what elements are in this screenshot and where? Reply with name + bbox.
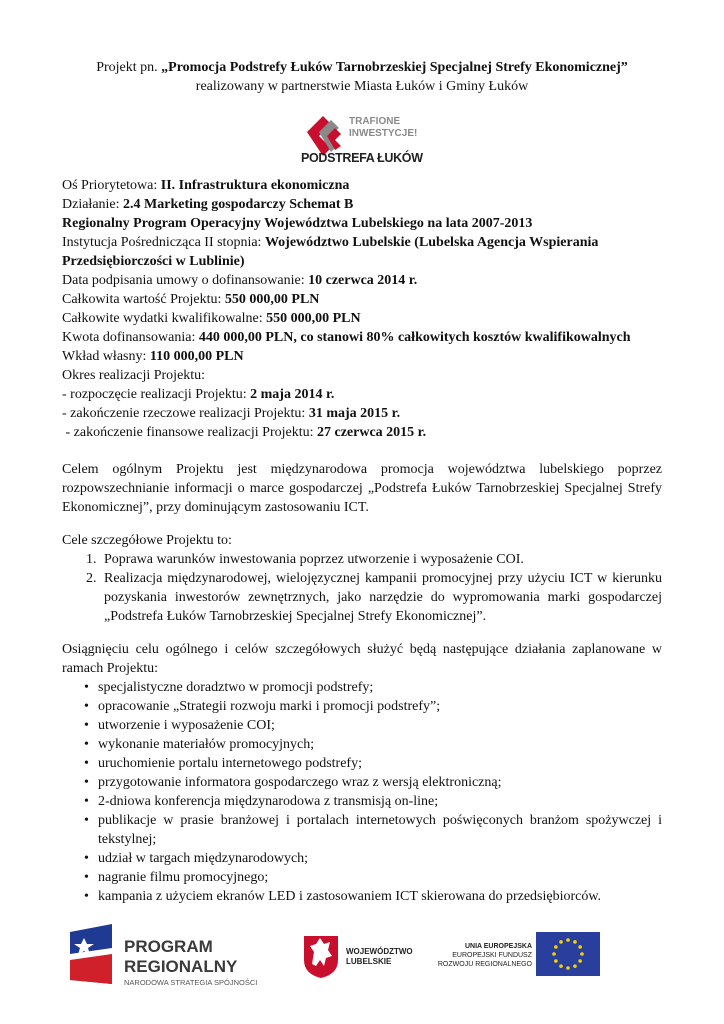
bullet-icon: • [84, 813, 89, 828]
eu-star-icon [580, 952, 584, 956]
list-item [84, 887, 662, 906]
program-regionalny-flag-icon [70, 924, 112, 984]
program-regionalny-line-3: NARODOWA STRATEGIA SPÓJNOŚCI [124, 978, 258, 987]
eu-star-icon [559, 964, 563, 968]
header [62, 58, 662, 96]
eu-star-icon [552, 952, 556, 956]
info-axis-value: II. Infrastruktura ekonomiczna [160, 178, 350, 193]
eu-flag-icon [536, 932, 600, 976]
list-item [84, 735, 662, 754]
list-item: 2. Realizacja międzynarodowej, wielojęzycznej kampanii promocyjnej przy użyciu ICT w kierunku pozyskania inwestorów zewnętrznych, jako narzędzie do wypromowania marki gospodarczej „Podstrefa Łuków Tarnobrzeskiej Specjalnej Strefy Ekonomicznej”. [100, 569, 662, 626]
list-item [84, 792, 662, 811]
bullet-icon: • [84, 699, 89, 714]
header-line-2: realizowany w partnerstwie Miasta Łuków i Gminy Łuków [195, 79, 529, 94]
info-material-end [62, 404, 662, 423]
list-item-text: publikacje w prasie branżowej i portalach internetowych poświęconych branżom spożywczej i tekstylnej; [98, 813, 662, 847]
header-prefix: Projekt pn. [96, 60, 162, 75]
actions-list [62, 678, 662, 906]
info-institution-label: Instytucja Pośrednicząca II stopnia: [62, 235, 265, 250]
eu-star-icon [573, 940, 577, 944]
info-financial-end [62, 423, 662, 442]
info-action-value: 2.4 Marketing gospodarczy Schemat B [123, 197, 354, 212]
voivodeship-line-1: WOJEWÓDZTWO [346, 947, 413, 956]
eu-star-icon [554, 959, 558, 963]
logo-mark [307, 116, 341, 156]
bullet-icon: • [84, 718, 89, 733]
info-material-end-date: 31 maja 2015 r. [308, 406, 401, 421]
list-item-text: wykonanie materiałów promocyjnych; [98, 737, 315, 752]
logo-line-3: PODSTREFA ŁUKÓW [301, 151, 423, 165]
lubelskie-coat-of-arms-icon [304, 936, 338, 978]
info-own-contribution [62, 347, 662, 366]
list-item-text: przygotowanie informatora gospodarczego wraz z wersją elektroniczną; [98, 775, 502, 790]
list-item [84, 811, 662, 849]
info-funding-label: Kwota dofinansowania: [62, 330, 199, 345]
eu-star-icon [559, 940, 563, 944]
info-start [62, 385, 662, 404]
project-title: „Promocja Podstrefy Łuków Tarnobrzeskiej Specjalnej Strefy Ekonomicznej” [161, 60, 628, 75]
general-goal: Celem ogólnym Projektu jest międzynarodowa promocja województwa lubelskiego poprzez rozpowszechnianie informacji o marce gospodarczej „Podstrefa Łuków Tarnobrzeskiej Specjalnej Strefy Ekonomicznej”, przy dominującym zastosowaniu ICT. [62, 462, 662, 515]
voivodeship-line-2: LUBELSKIE [346, 957, 392, 966]
info-sign-date-label: Data podpisania umowy o dofinansowanie: [62, 273, 309, 288]
project-info [62, 176, 662, 442]
info-program [62, 214, 662, 233]
eu-star-icon [566, 966, 570, 970]
info-axis-label: Oś Priorytetowa: [62, 178, 161, 193]
list-item-text: kampania z użyciem ekranów LED i zastosowaniem ICT skierowana do przedsiębiorców. [98, 889, 602, 904]
info-eligible [62, 309, 662, 328]
info-total-label: Całkowita wartość Projektu: [62, 292, 225, 307]
info-eligible-label: Całkowite wydatki kwalifikowalne: [62, 311, 267, 326]
program-regionalny-logo [66, 924, 276, 990]
info-start-date: 2 maja 2014 r. [250, 387, 335, 402]
info-action-label: Działanie: [62, 197, 124, 212]
podstrefa-lukow-logo [297, 110, 427, 166]
info-axis [62, 176, 662, 195]
list-item-text: opracowanie „Strategii rozwoju marki i promocji podstrefy”; [98, 699, 441, 714]
bullet-icon: • [84, 870, 89, 885]
bullet-icon: • [84, 756, 89, 771]
list-item-text: udział w targach międzynarodowych; [98, 851, 309, 866]
bullet-icon: • [84, 851, 89, 866]
list-item [84, 849, 662, 868]
info-material-end-label: - zakończenie rzeczowe realizacji Projektu: [62, 406, 309, 421]
eu-line-2: EUROPEJSKI FUNDUSZ [452, 952, 532, 959]
info-start-label: - rozpoczęcie realizacji Projektu: [62, 387, 251, 402]
specific-goals-heading: Cele szczegółowe Projektu to: [62, 533, 232, 548]
info-financial-end-date: 27 czerwca 2015 r. [317, 425, 427, 440]
info-institution-value: Województwo Lubelskie (Lubelska Agencja Wspierania Przedsiębiorczości w Lublinie) [62, 235, 599, 269]
list-item-text: specjalistyczne doradztwo w promocji podstrefy; [98, 680, 374, 695]
list-item [84, 716, 662, 735]
eu-line-3: ROZWOJU REGIONALNEGO [437, 961, 532, 968]
info-action [62, 195, 662, 214]
eu-text-block [432, 942, 532, 969]
info-funding [62, 328, 662, 347]
eu-star-icon [554, 945, 558, 949]
list-item-text: uruchomienie portalu internetowego podstrefy; [98, 756, 362, 771]
bullet-icon: • [84, 794, 89, 809]
eu-star-icon [573, 964, 577, 968]
eu-star-icon [578, 959, 582, 963]
list-item-text: utworzenie i wyposażenie COI; [98, 718, 275, 733]
list-item-text: 2-dniowa konferencja międzynarodowa z transmisją on-line; [98, 794, 439, 809]
list-item [84, 773, 662, 792]
actions-intro: Osiągnięciu celu ogólnego i celów szczegółowych służyć będą następujące działania zaplanowane w ramach Projektu: [62, 642, 662, 676]
bullet-icon: • [84, 775, 89, 790]
eu-line-1: UNIA EUROPEJSKA [464, 943, 532, 950]
list-item [84, 754, 662, 773]
info-total-value [62, 290, 662, 309]
logo-line-2: INWESTYCJE! [349, 128, 418, 139]
eu-star-icon [578, 945, 582, 949]
bullet-icon: • [84, 737, 89, 752]
eu-star-icon [566, 938, 570, 942]
info-sign-date [62, 271, 662, 290]
footer-logos [0, 920, 724, 990]
logo-line-1: TRAFIONE [349, 116, 401, 127]
info-institution [62, 233, 662, 271]
info-own-amount: 110 000,00 PLN [149, 349, 244, 364]
info-period: Okres realizacji Projektu: [62, 368, 206, 383]
list-item-text: nagranie filmu promocyjnego; [98, 870, 269, 885]
bullet-icon: • [84, 889, 89, 904]
specific-goals-list [62, 550, 662, 626]
document-page [62, 58, 662, 906]
info-own-label: Wkład własny: [62, 349, 150, 364]
info-eligible-amount: 550 000,00 PLN [266, 311, 361, 326]
info-financial-end-label: - zakończenie finansowe realizacji Projektu: [62, 425, 317, 440]
list-item: 1. Poprawa warunków inwestowania poprzez utworzenie i wyposażenie COI. [100, 550, 662, 569]
bullet-icon: • [84, 680, 89, 695]
header-line-1 [62, 58, 662, 77]
program-regionalny-line-1: PROGRAM [124, 937, 213, 956]
info-program-value: Regionalny Program Operacyjny Województwa Lubelskiego na lata 2007-2013 [62, 216, 533, 231]
list-item [84, 868, 662, 887]
wojewodztwo-lubelskie-logo [300, 934, 420, 978]
program-regionalny-line-2: REGIONALNY [124, 957, 238, 976]
info-funding-amount: 440 000,00 PLN, co stanowi 80% całkowitych kosztów kwalifikowalnych [198, 330, 631, 345]
info-sign-date-value: 10 czerwca 2014 r. [308, 273, 418, 288]
list-item [84, 697, 662, 716]
list-item [84, 678, 662, 697]
info-total-amount: 550 000,00 PLN [224, 292, 320, 307]
